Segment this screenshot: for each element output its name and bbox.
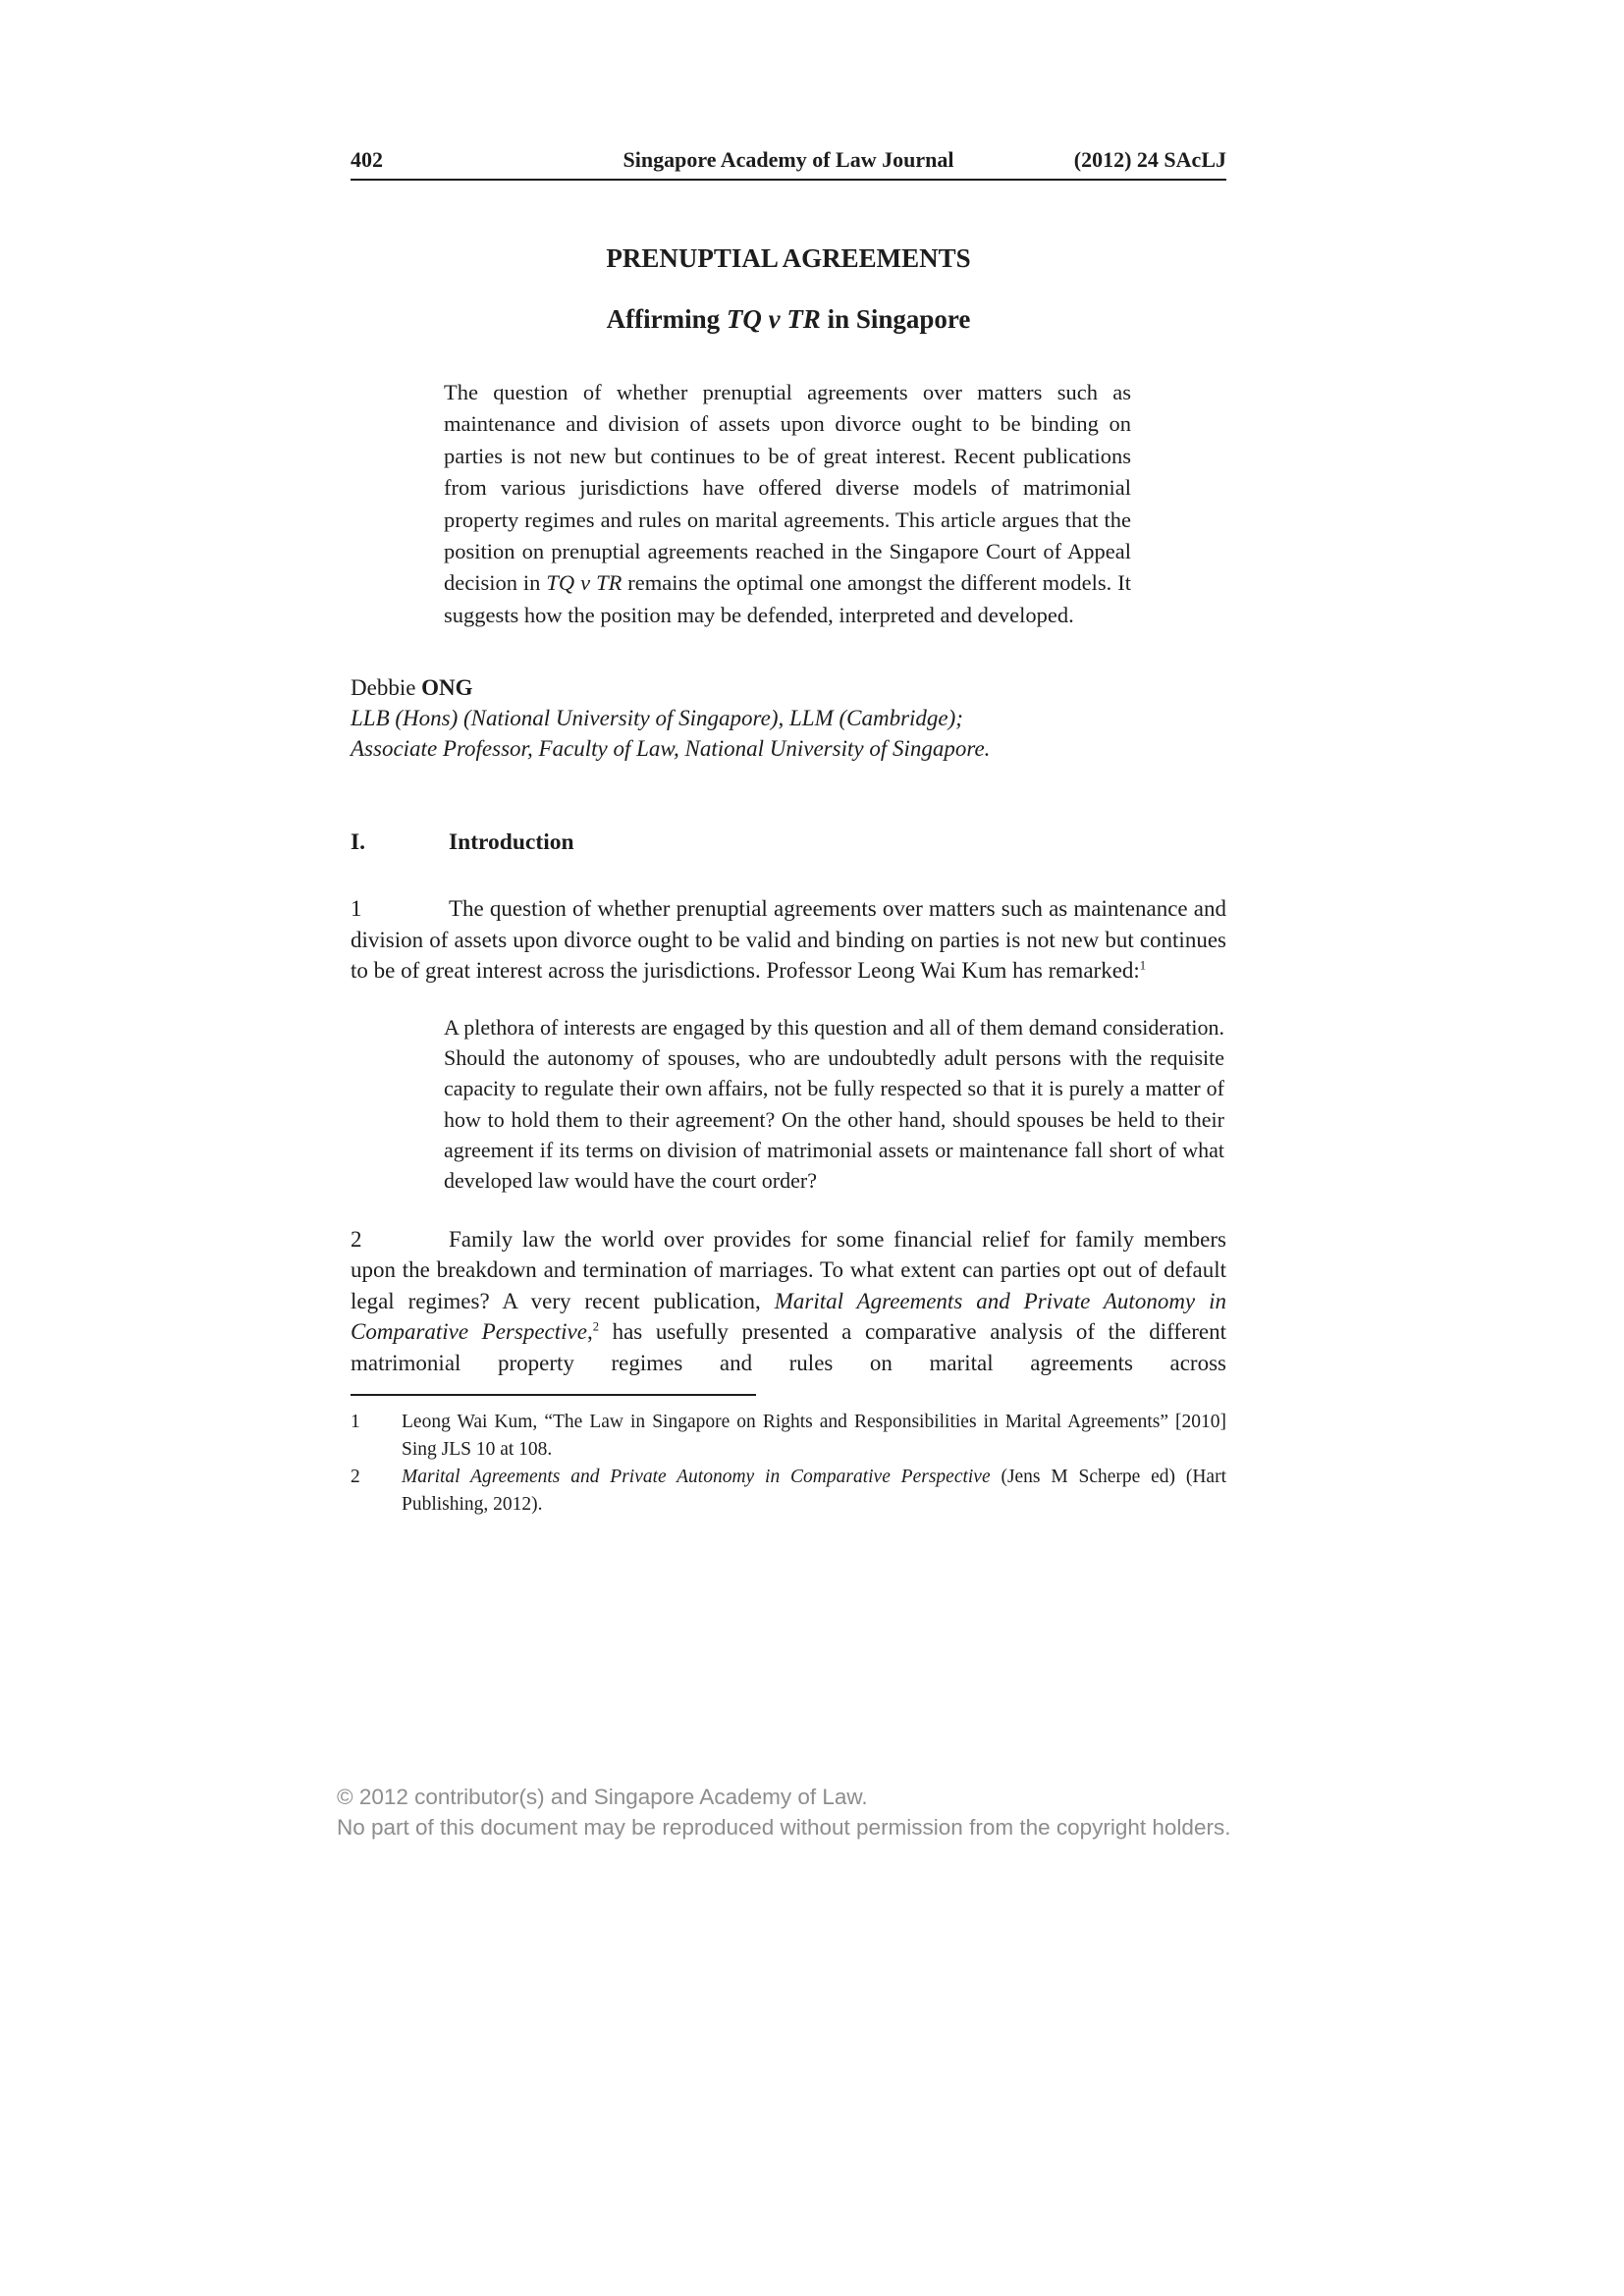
- paragraph-1: [351, 893, 1226, 987]
- footnote-2: [351, 1464, 1226, 1519]
- section-heading-introduction: [351, 828, 1226, 856]
- copyright-line: © 2012 contributor(s) and Singapore Academy of Law.: [337, 1785, 868, 1809]
- article-subtitle: [351, 304, 1226, 334]
- copyright-footer: [337, 1782, 1230, 1842]
- paragraph-1-text: The question of whether prenuptial agreements over matters such as maintenance and division of assets upon divorce ought to be valid and binding on parties is not new but continues to be of great interest across the jurisdictions. Professor Leong Wai Kum has remarked:: [351, 896, 1226, 984]
- footnotes: [351, 1409, 1226, 1519]
- abstract: [444, 377, 1131, 631]
- author-credentials-line1: LLB (Hons) (National University of Singapore), LLM (Cambridge);: [351, 706, 963, 731]
- permission-line: No part of this document may be reproduced without permission from the copyright holders.: [337, 1815, 1231, 1840]
- journal-page-content: [351, 147, 1226, 1519]
- author-name: [351, 672, 1226, 703]
- footnote-1: [351, 1409, 1226, 1464]
- footnote-2-number: 2: [351, 1467, 360, 1488]
- footnote-2-text: (Jens M Scherpe ed) (Hart Publishing, 2012).: [402, 1467, 1226, 1516]
- case-name-italic: TQ v TR: [726, 304, 821, 334]
- article-title: PRENUPTIAL AGREEMENTS: [606, 243, 971, 273]
- section-number: I.: [351, 829, 366, 856]
- footnote-1-text: Leong Wai Kum, “The Law in Singapore on Rights and Responsibilities in Marital Agreements” [2010] Sing JLS 10 at 108.: [402, 1412, 1226, 1461]
- author-given-name: Debbie: [351, 675, 422, 701]
- subtitle-suffix: in Singapore: [820, 304, 971, 334]
- abstract-text-part1: The question of whether prenuptial agreements over matters such as maintenance and division of assets upon divorce ought to be binding on parties is not new but continues to be of great interest. Recent publications from various jurisdictions have offered diverse models of matrimonial property regimes and rules on marital agreements. This article argues that the position on prenuptial agreements reached in the Singapore Court of Appeal decision in: [444, 380, 1131, 596]
- footnote-ref-2: 2: [592, 1319, 600, 1334]
- subtitle-prefix: Affirming: [606, 304, 727, 334]
- page-header: [351, 147, 1226, 181]
- page-number: 402: [351, 147, 383, 172]
- paragraph-2-separator: ,: [586, 1319, 593, 1345]
- footnote-separator-rule: [351, 1394, 756, 1396]
- paragraph-2: [351, 1224, 1226, 1379]
- abstract-case-name-italic: TQ v TR: [546, 570, 623, 596]
- footnote-ref-1: 1: [1139, 958, 1147, 973]
- abstract-text-part2: remains the optimal one amongst the different models. It suggests how the position may be defended, interpreted and developed.: [444, 570, 1132, 627]
- paragraph-2-text-part1: Family law the world over provides for some financial relief for family members upon the breakdown and termination of marriages. To what extent can parties opt out of default legal regimes? A very recent publication,: [351, 1226, 1226, 1313]
- paragraph-2-text-part2: has usefully presented a comparative analysis of the different matrimonial property regimes and rules on marital agreements across: [351, 1319, 1227, 1375]
- section-label: Introduction: [449, 829, 574, 856]
- journal-citation: (2012) 24 SAcLJ: [1073, 147, 1226, 172]
- footnote-1-number: 1: [351, 1412, 360, 1433]
- paragraph-1-number: 1: [351, 896, 362, 922]
- work-title-italic: Marital Agreements and Private Autonomy in Comparative Perspective: [351, 1288, 1226, 1345]
- author-family-name: ONG: [421, 675, 473, 701]
- block-quote: A plethora of interests are engaged by this question and all of them demand consideration. Should the autonomy of spouses, who are undoubtedly adult persons with the requisite capacity to regulate their own affairs, not be fully respected so that it is purely a matter of how to hold them to their agreement? On the other hand, should spouses be held to their agreement if its terms on division of matrimonial assets or maintenance fall short of what developed law would have the court order?: [444, 1014, 1224, 1194]
- author-credentials-line2: Associate Professor, Faculty of Law, National University of Singapore.: [351, 736, 991, 762]
- journal-title: Singapore Academy of Law Journal: [623, 147, 954, 172]
- author-block: [351, 672, 1226, 764]
- footnote-2-work-title-italic: Marital Agreements and Private Autonomy in Comparative Perspective: [402, 1467, 991, 1488]
- paragraph-2-number: 2: [351, 1226, 362, 1252]
